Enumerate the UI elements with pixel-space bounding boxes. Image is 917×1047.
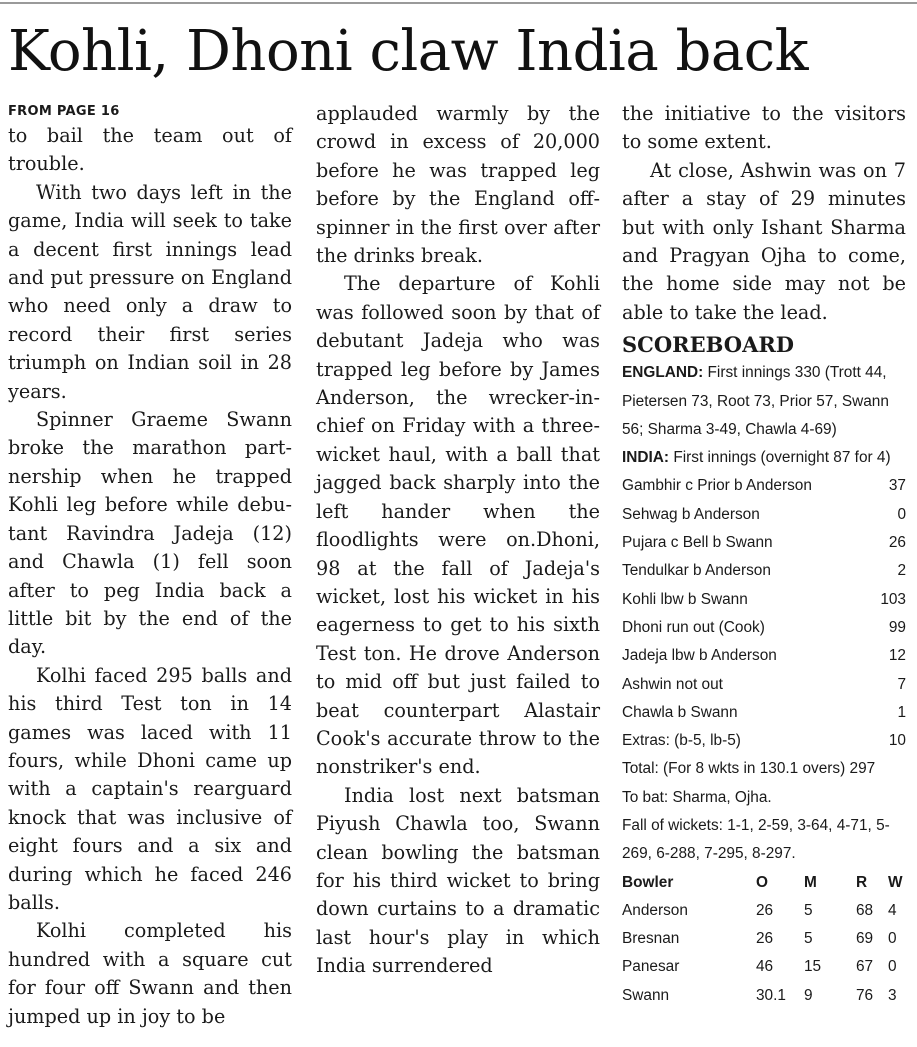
batting-row: Kohli lbw b Swann 103 (622, 590, 906, 608)
batting-row: Sehwag b Anderson 0 (622, 505, 906, 523)
extras-row: Extras: (b-5, lb-5) 10 (622, 732, 906, 750)
bowling-table (622, 869, 906, 1010)
paragraph: the initiative to the visitors to some extent. (622, 102, 906, 154)
article-column-3 (622, 100, 906, 1010)
england-line-3: 56; Sharma 3-49, Chawla 4-69) (622, 420, 837, 438)
batting-row: Gambhir c Prior b Anderson 37 (622, 477, 906, 495)
to-bat-line: To bat: Sharma, Ojha. (622, 788, 772, 806)
bowling-row: Swann 30.1 9 76 3 (622, 986, 897, 1004)
paragraph: Kolhi faced 295 balls and his third Test ton in 14 games was laced with 11 fours, while Dhoni came up with a captain's rearguard knock that was inclusive of eight fours and a six and during which he faced 246 balls. (8, 663, 292, 914)
headline: Kohli, Dhoni claw India back (8, 19, 809, 84)
bowling-row: Bresnan 26 5 69 0 (622, 930, 897, 948)
paragraph: At close, Ashwin was on 7 after a stay of 29 minutes but with only Ishant Sharma and Pragyan Ojha to come, the home side may not be able to take the lead. (622, 158, 906, 324)
from-page-label: FROM PAGE 16 (8, 104, 120, 119)
scoreboard (622, 359, 906, 1010)
bowling-header-row: Bowler O M R W (622, 873, 903, 891)
batting-row: Ashwin not out 7 (622, 675, 906, 693)
paragraph: Spinner Graeme Swann broke the marathon partnership when he trapped Kohli leg before while debutant Ravindra Jadeja (12) and Chawla (1) fell soon after to peg India back a little bit by the end of the day. (8, 408, 292, 659)
paragraph: The departure of Kohli was followed soon by that of debutant Jadeja who was trapped leg before by James Anderson, the wrecker-in-chief on Friday with a three-wicket haul, with a ball that jagged back sharply into the left hander when the floodlights were on.Dhoni, 98 at the fall of Jadeja's wicket, lost his wicket in his eagerness to get to his sixth Test ton. He drove Anderson to mid off but just failed to beat counterpart Alastair Cook's accurate throw to the nonstriker's end. (316, 272, 600, 779)
paragraph: With two days left in the game, India will seek to take a decent first innings lead and put pressure on England who need only a draw to record their first series triumph on Indian soil in 28 years. (8, 180, 292, 403)
top-rule (0, 2, 917, 4)
batting-row: Dhoni run out (Cook) 99 (622, 618, 906, 636)
paragraph: applauded warmly by the crowd in excess of 20,000 before he was trapped leg before by the England offspinner in the first over after the drinks break. (316, 102, 600, 268)
bowling-row: Panesar 46 15 67 0 (622, 958, 897, 976)
article-column-1 (8, 102, 292, 1031)
bowling-row: Anderson 26 5 68 4 (622, 901, 897, 919)
fall-of-wickets-line-1: Fall of wickets: 1-1, 2-59, 3-64, 4-71, 5- (622, 817, 890, 834)
batting-row: Tendulkar b Anderson 2 (622, 562, 906, 580)
india-label: INDIA: (622, 449, 670, 467)
fall-of-wickets-line-2: 269, 6-288, 7-295, 8-297. (622, 845, 796, 863)
india-line: INDIA: First innings (overnight 87 for 4) (622, 449, 891, 467)
scoreboard-title: SCOREBOARD (622, 332, 795, 358)
england-line-1: ENGLAND: First innings 330 (Trott 44, (622, 364, 887, 382)
england-line-2: Pietersen 73, Root 73, Prior 57, Swann (622, 392, 889, 410)
total-line: Total: (For 8 wkts in 130.1 overs) 297 (622, 760, 876, 778)
article-column-2 (316, 100, 600, 981)
batting-row: Jadeja lbw b Anderson 12 (622, 647, 906, 665)
batting-row: Chawla b Swann 1 (622, 703, 906, 721)
batting-row: Pujara c Bell b Swann 26 (622, 534, 906, 552)
paragraph: to bail the team out of trouble. (8, 124, 292, 176)
england-label: ENGLAND: (622, 364, 704, 382)
paragraph: India lost next batsman Piyush Chawla too, Swann clean bowling the batsman for his third wicket to bring down curtains to a dramatic last hour's play in which India surrendered (316, 783, 600, 978)
paragraph: Kolhi completed his hundred with a square cut for four off Swann and then jumped up in joy to be (8, 919, 292, 1028)
